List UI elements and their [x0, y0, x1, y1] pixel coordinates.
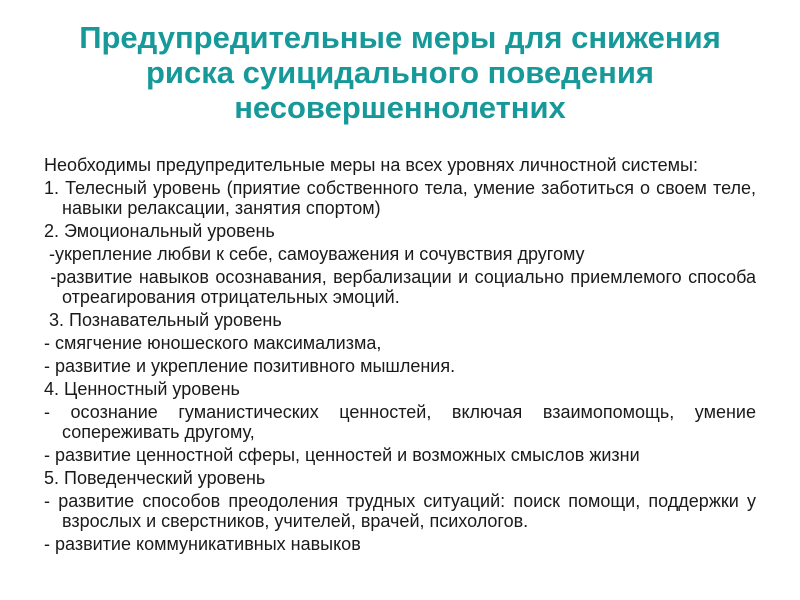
paragraph-level-2-emotional: 2. Эмоциональный уровень [44, 221, 275, 241]
paragraph-item-coping: - развитие способов преодоления трудных ситуаций: поиск помощи, поддержки у взрослых и сверстников, учителей, врачей, психологов. [44, 491, 756, 531]
paragraph-level-1-body: 1. Телесный уровень (приятие собственного тела, умение заботиться о своем теле, навыки релаксации, занятия спортом) [44, 178, 756, 218]
paragraph-item-value-sphere: - развитие ценностной сферы, ценностей и возможных смыслов жизни [44, 445, 640, 465]
slide-title: Предупредительные меры для снижения риска суицидального поведения несовершеннолетних [79, 20, 721, 125]
paragraph-item-humanistic: - осознание гуманистических ценностей, включая взаимопомощь, умение сопереживать другому, [44, 402, 756, 442]
paragraph-item-communication: - развитие коммуникативных навыков [44, 534, 361, 554]
paragraph-item-positive: - развитие и укрепление позитивного мышления. [44, 356, 456, 376]
paragraph-item-maximalism: - смягчение юношеского максимализма, [44, 333, 382, 353]
paragraph-intro: Необходимы предупредительные меры на всех уровнях личностной системы: [44, 155, 698, 175]
paragraph-level-3-cognitive: 3. Познавательный уровень [44, 310, 282, 330]
paragraph-item-awareness: -развитие навыков осознавания, вербализации и социально приемлемого способа отреагирования отрицательных эмоций. [44, 267, 756, 307]
slide-body [44, 155, 756, 554]
paragraph-item-self-love: -укрепление любви к себе, самоуважения и сочувствия другому [44, 244, 585, 264]
paragraph-level-4-values: 4. Ценностный уровень [44, 379, 240, 399]
paragraph-level-5-behavioral: 5. Поведенческий уровень [44, 468, 266, 488]
